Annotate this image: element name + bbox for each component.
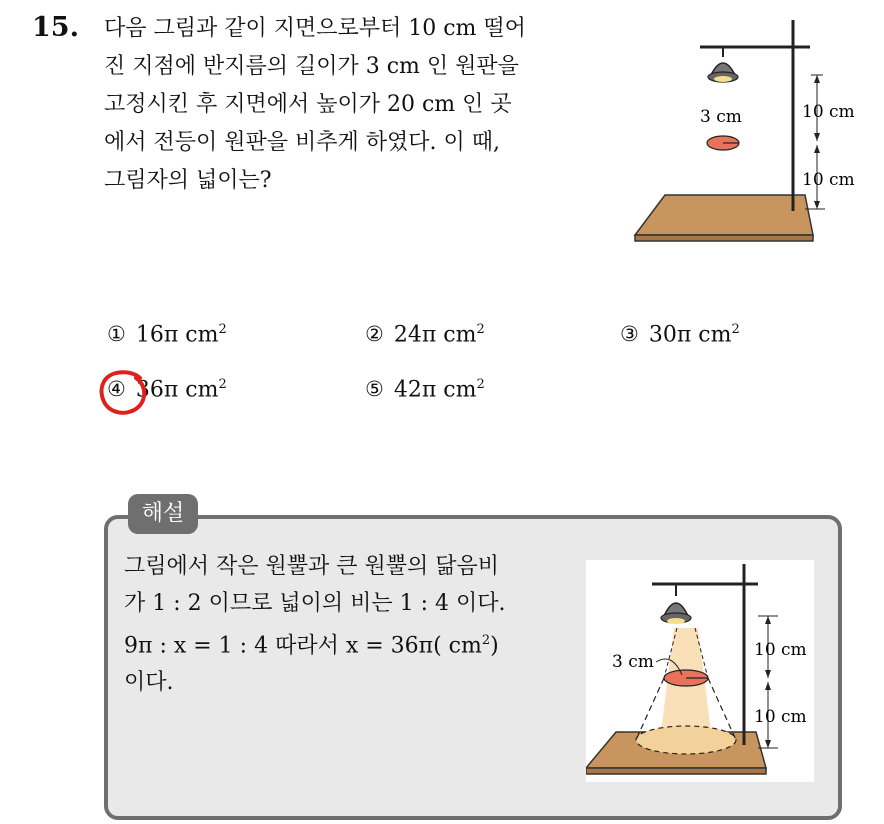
choice-mark: ② — [365, 322, 384, 347]
choice-value: 42π cm — [393, 377, 477, 403]
choice-exponent: 2 — [476, 322, 485, 337]
choice-2[interactable] — [365, 322, 485, 347]
choice-value: 16π cm — [135, 322, 219, 348]
question-number: 15. — [32, 12, 79, 43]
choice-exponent: 2 — [218, 377, 227, 392]
choice-mark: ③ — [620, 322, 639, 347]
choice-value: 24π cm — [393, 322, 477, 348]
choice-exponent: 2 — [476, 377, 485, 392]
radius-label: 3 cm — [700, 107, 742, 127]
solution-text — [124, 548, 584, 701]
solution-figure — [586, 560, 814, 782]
question-line: 진 지점에 반지름의 길이가 3 cm 인 원판을 — [104, 54, 519, 79]
choice-value: 36π cm — [135, 377, 219, 403]
solution-paren: ) — [490, 633, 499, 659]
question-figure — [625, 15, 865, 250]
question-line: 에서 전등이 원판을 비추게 하였다. 이 때, — [104, 130, 500, 155]
upper-height-label: 10 cm — [802, 102, 855, 122]
question-line: 다음 그림과 같이 지면으로부터 10 cm 떨어 — [104, 16, 526, 41]
choice-mark: ④ — [107, 377, 126, 402]
solution-line — [124, 622, 584, 664]
solution-exponent: 2 — [481, 633, 491, 648]
question-line: 그림자의 넓이는? — [104, 168, 272, 193]
answer-circle-mark — [96, 368, 152, 418]
solution-equation: 9π : x = 1 : 4 따라서 x = 36π( cm — [124, 633, 482, 659]
solution-radius-label: 3 cm — [612, 652, 654, 672]
choice-1[interactable] — [107, 322, 227, 347]
choice-5[interactable] — [365, 377, 485, 402]
choice-3[interactable] — [620, 322, 740, 347]
solution-upper-height-label: 10 cm — [754, 640, 807, 660]
lower-height-label: 10 cm — [802, 170, 855, 190]
solution-line: 가 1 : 2 이므로 넓이의 비는 1 : 4 이다. — [124, 591, 506, 616]
solution-line: 이다. — [124, 670, 174, 696]
question-line: 고정시킨 후 지면에서 높이가 20 cm 인 곳 — [104, 92, 512, 117]
choice-exponent: 2 — [218, 322, 227, 337]
solution-lower-height-label: 10 cm — [754, 707, 807, 727]
choice-value: 30π cm — [648, 322, 732, 348]
choice-mark: ① — [107, 322, 126, 347]
solution-tag: 해설 — [128, 494, 198, 534]
solution-line: 그림에서 작은 원뿔과 큰 원뿔의 닮음비 — [124, 554, 499, 579]
choice-exponent: 2 — [731, 322, 740, 337]
choice-mark: ⑤ — [365, 377, 384, 402]
question-text — [104, 10, 604, 200]
